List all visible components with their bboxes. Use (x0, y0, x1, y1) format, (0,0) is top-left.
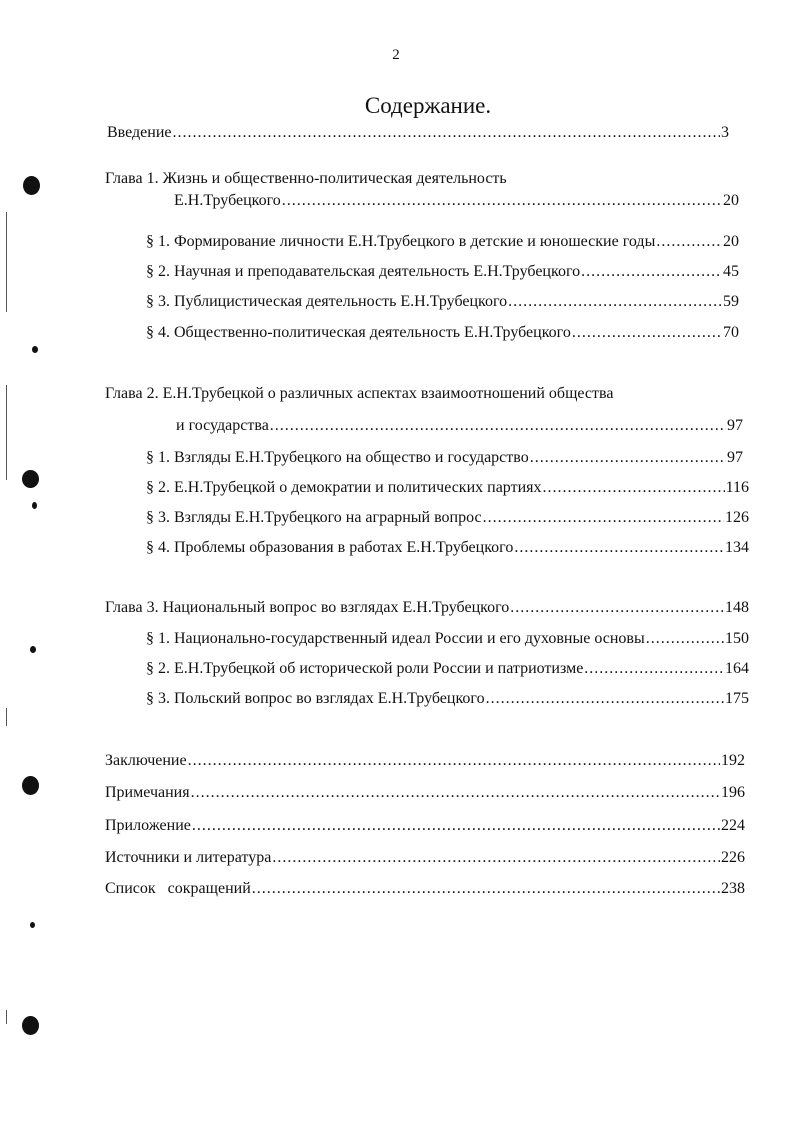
toc-dot-leader (188, 750, 720, 772)
toc-entry-page: 59 (723, 293, 739, 310)
toc-entry-page: 175 (725, 690, 749, 707)
toc-section-1-3[interactable] (146, 291, 739, 313)
chapter-1-heading[interactable]: Глава 1. Жизнь и общественно-политическая деятельность (105, 170, 507, 187)
page-title: Содержание. (364, 93, 492, 118)
toc-entry-page: 126 (725, 509, 749, 526)
toc-entry-notes[interactable] (105, 782, 745, 804)
binder-hole-4 (22, 1016, 39, 1035)
toc-section-2-4[interactable] (146, 537, 749, 559)
toc-entry-appendix[interactable] (105, 815, 745, 837)
toc-entry-page: 3 (721, 124, 729, 141)
scan-edge-line-4 (6, 1010, 7, 1024)
toc-dot-leader (581, 261, 722, 283)
toc-entry-page: 97 (727, 417, 743, 434)
toc-dot-leader (252, 878, 720, 900)
toc-dot-leader (192, 815, 720, 837)
toc-dot-leader (486, 688, 724, 710)
toc-entry-page: 238 (721, 880, 745, 897)
toc-dot-leader (191, 782, 720, 804)
toc-dot-leader (508, 291, 722, 313)
toc-dot-leader (282, 190, 722, 212)
toc-entry-label: Приложение (105, 817, 191, 834)
toc-entry-label: § 1. Формирование личности Е.Н.Трубецкого в детские и юношеские годы (146, 233, 656, 250)
scan-mark-4 (30, 922, 35, 928)
toc-dot-leader (514, 537, 724, 559)
scan-edge-line-1 (6, 212, 7, 312)
toc-entry-label: Заключение (105, 752, 187, 769)
toc-entry-label: § 3. Публицистическая деятельность Е.Н.Трубецкого (146, 293, 508, 310)
toc-entry-abbreviations[interactable] (105, 878, 745, 900)
toc-entry-label: § 2. Е.Н.Трубецкой об исторической роли России и патриотизме (146, 660, 584, 677)
toc-dot-leader (656, 231, 722, 253)
binder-hole-2 (22, 470, 39, 488)
toc-entry-page: 192 (721, 752, 745, 769)
toc-entry-label: Глава 3. Национальный вопрос во взглядах Е.Н.Трубецкого (105, 599, 510, 616)
toc-entry-page: 97 (727, 449, 743, 466)
toc-entry-sources[interactable] (105, 847, 745, 869)
toc-entry-page: 134 (725, 539, 749, 556)
binder-hole-1 (23, 176, 40, 195)
toc-entry-label: Е.Н.Трубецкого (174, 192, 281, 209)
toc-entry-label: § 4. Общественно-политическая деятельность Е.Н.Трубецкого (146, 324, 571, 341)
chapter-2-entry[interactable] (176, 415, 743, 437)
toc-entry-page: 148 (725, 599, 749, 616)
toc-entry-page: 20 (723, 192, 739, 209)
toc-section-1-2[interactable] (146, 261, 739, 283)
toc-dot-leader (572, 322, 722, 344)
toc-dot-leader (173, 122, 721, 144)
toc-dot-leader (483, 507, 724, 529)
toc-dot-leader (270, 415, 726, 437)
toc-entry-label: § 1. Взгляды Е.Н.Трубецкого на общество и государство (146, 449, 529, 466)
toc-entry-page: 164 (725, 660, 749, 677)
toc-entry-page: 226 (721, 849, 745, 866)
toc-entry-label: Список сокращений (105, 880, 251, 897)
scan-mark-2 (32, 502, 37, 509)
toc-section-3-3[interactable] (146, 688, 749, 710)
toc-entry-page: 116 (725, 479, 749, 496)
toc-dot-leader (530, 447, 726, 469)
toc-section-1-1[interactable] (146, 231, 739, 253)
page-number: 2 (392, 47, 400, 63)
binder-hole-3 (22, 776, 39, 795)
toc-section-2-2[interactable] (146, 477, 749, 499)
toc-entry-label: § 2. Научная и преподавательская деятельность Е.Н.Трубецкого (146, 263, 581, 280)
toc-entry-page: 45 (723, 263, 739, 280)
toc-dot-leader (584, 658, 724, 680)
scan-edge-line-3 (6, 708, 7, 726)
toc-entry-label: § 4. Проблемы образования в работах Е.Н.Трубецкого (146, 539, 514, 556)
toc-section-2-3[interactable] (146, 507, 749, 529)
toc-dot-leader (543, 477, 725, 499)
toc-entry-label: § 2. Е.Н.Трубецкой о демократии и политических партиях (146, 479, 542, 496)
toc-section-3-2[interactable] (146, 658, 749, 680)
toc-entry-label: Источники и литература (105, 849, 272, 866)
toc-entry-page: 20 (723, 233, 739, 250)
toc-dot-leader (272, 847, 720, 869)
toc-entry-page: 196 (721, 784, 745, 801)
toc-entry-conclusion[interactable] (105, 750, 745, 772)
toc-section-3-1[interactable] (146, 628, 749, 650)
toc-dot-leader (646, 628, 724, 650)
toc-section-2-1[interactable] (146, 447, 743, 469)
chapter-3-entry[interactable] (105, 597, 749, 619)
toc-entry-page: 70 (723, 324, 739, 341)
toc-entry-label: § 3. Взгляды Е.Н.Трубецкого на аграрный вопрос (146, 509, 482, 526)
toc-entry-label: Примечания (105, 784, 190, 801)
chapter-2-heading[interactable]: Глава 2. Е.Н.Трубецкой о различных аспектах взаимоотношений общества (105, 385, 614, 402)
scan-mark-3 (30, 646, 36, 653)
scan-edge-line-2 (6, 385, 7, 480)
toc-entry-intro[interactable] (107, 122, 729, 144)
toc-entry-label: § 1. Национально-государственный идеал России и его духовные основы (146, 630, 645, 647)
toc-entry-label: и государства (176, 417, 269, 434)
toc-entry-page: 224 (721, 817, 745, 834)
toc-entry-page: 150 (725, 630, 749, 647)
scan-mark-1 (32, 346, 38, 353)
chapter-1-entry[interactable] (174, 190, 739, 212)
toc-entry-label: Введение (107, 124, 172, 141)
toc-section-1-4[interactable] (146, 322, 739, 344)
toc-entry-label: § 3. Польский вопрос во взглядах Е.Н.Трубецкого (146, 690, 485, 707)
toc-dot-leader (510, 597, 724, 619)
